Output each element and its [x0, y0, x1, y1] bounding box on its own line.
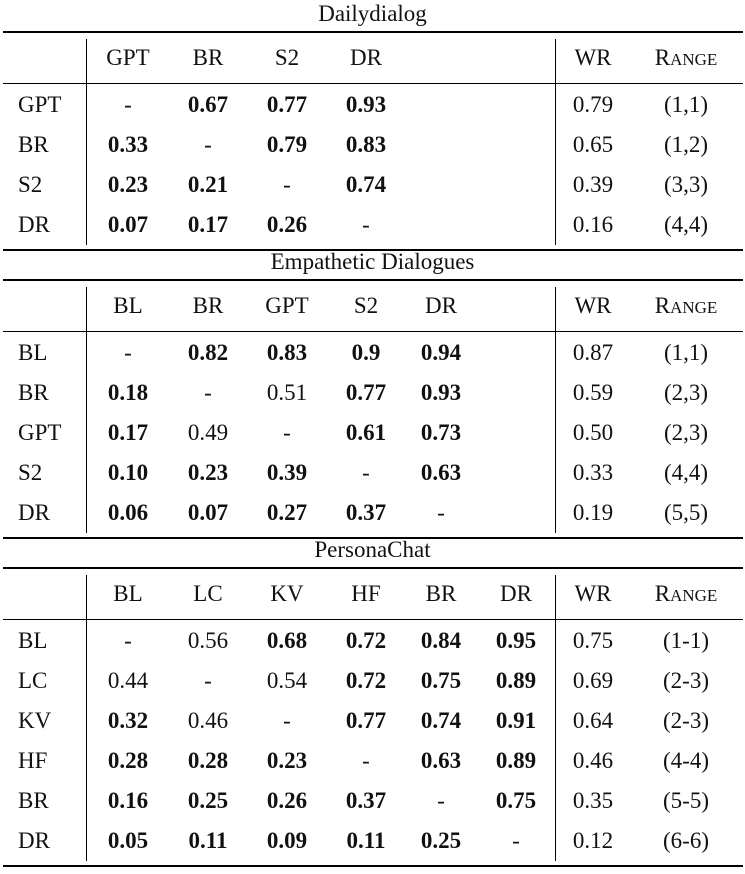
matrix-cell: -: [283, 420, 291, 445]
row-label: S2: [18, 460, 43, 485]
row-label: GPT: [18, 420, 62, 445]
column-header: DR: [500, 581, 532, 606]
table-row: [0, 493, 745, 533]
range-cell: (5-5): [663, 788, 709, 813]
range-cell: (4-4): [663, 748, 709, 773]
wr-cell: 0.87: [572, 340, 614, 365]
wr-cell: 0.64: [572, 708, 614, 733]
matrix-cell: 0.82: [187, 340, 229, 365]
matrix-cell: -: [437, 788, 445, 813]
matrix-cell: 0.94: [420, 340, 462, 365]
row-label: BL: [18, 628, 48, 653]
range-header-rest: ANGE: [670, 586, 718, 605]
table-row: [0, 373, 745, 413]
matrix-cell: -: [124, 92, 132, 117]
header-rule: [3, 83, 743, 84]
column-divider: [555, 39, 556, 245]
table-row: [0, 165, 745, 205]
matrix-cell: 0.63: [420, 460, 462, 485]
table-row: [0, 741, 745, 781]
wr-header: WR: [574, 581, 612, 606]
matrix-cell: 0.73: [420, 420, 462, 445]
column-header: DR: [350, 45, 382, 70]
column-header: DR: [425, 293, 457, 318]
row-label: BR: [18, 132, 49, 157]
wr-cell: 0.69: [572, 668, 614, 693]
matrix-cell: 0.93: [420, 380, 462, 405]
row-label: DR: [18, 828, 50, 853]
column-header: BL: [113, 581, 143, 606]
matrix-cell: 0.09: [266, 828, 308, 853]
row-label: KV: [18, 708, 52, 733]
matrix-cell: 0.05: [107, 828, 149, 853]
matrix-cell: 0.25: [420, 828, 462, 853]
matrix-cell: 0.77: [345, 380, 387, 405]
wr-cell: 0.65: [572, 132, 614, 157]
row-label: S2: [18, 172, 43, 197]
matrix-cell: 0.77: [345, 708, 387, 733]
row-label: DR: [18, 212, 50, 237]
table-row: [0, 413, 745, 453]
range-cell: (4,4): [663, 460, 709, 485]
matrix-cell: 0.83: [345, 132, 387, 157]
column-header: BR: [192, 293, 224, 318]
matrix-cell: 0.75: [495, 788, 537, 813]
matrix-cell: -: [362, 460, 370, 485]
matrix-cell: 0.37: [345, 500, 387, 525]
header-rule: [3, 619, 743, 620]
matrix-cell: -: [283, 708, 291, 733]
matrix-cell: 0.18: [107, 380, 149, 405]
row-label: BL: [18, 340, 48, 365]
matrix-cell: 0.74: [345, 172, 387, 197]
matrix-cell: 0.28: [187, 748, 229, 773]
column-header: BR: [192, 45, 224, 70]
range-cell: (2,3): [663, 420, 709, 445]
wr-cell: 0.16: [572, 212, 614, 237]
matrix-cell: 0.54: [266, 668, 308, 693]
table-row: [0, 205, 745, 245]
matrix-cell: 0.07: [187, 500, 229, 525]
range-header-rest: ANGE: [670, 298, 718, 317]
table-row: [0, 701, 745, 741]
matrix-cell: 0.68: [266, 628, 308, 653]
matrix-cell: 0.06: [107, 500, 149, 525]
matrix-cell: 0.61: [345, 420, 387, 445]
matrix-cell: 0.11: [346, 828, 386, 853]
matrix-cell: 0.37: [345, 788, 387, 813]
table-row: [0, 781, 745, 821]
matrix-cell: 0.46: [187, 708, 229, 733]
matrix-cell: -: [204, 668, 212, 693]
range-cell: (4,4): [663, 212, 709, 237]
column-header: GPT: [265, 293, 309, 318]
matrix-cell: 0.89: [495, 668, 537, 693]
matrix-cell: 0.33: [107, 132, 149, 157]
matrix-cell: -: [283, 172, 291, 197]
column-header: BR: [425, 581, 457, 606]
matrix-cell: 0.74: [420, 708, 462, 733]
range-cell: (3,3): [663, 172, 709, 197]
table-row: [0, 621, 745, 661]
range-cell: (2,3): [663, 380, 709, 405]
section-top-rule: [3, 279, 743, 281]
wr-cell: 0.33: [572, 460, 614, 485]
wr-cell: 0.50: [572, 420, 614, 445]
matrix-cell: -: [124, 628, 132, 653]
range-header: [636, 38, 736, 78]
matrix-cell: 0.07: [107, 212, 149, 237]
section-title: Empathetic Dialogues: [270, 249, 475, 274]
matrix-cell: 0.67: [187, 92, 229, 117]
column-header: HF: [351, 581, 381, 606]
table-row: [0, 333, 745, 373]
matrix-cell: 0.83: [266, 340, 308, 365]
matrix-cell: -: [204, 132, 212, 157]
matrix-cell: 0.26: [266, 788, 308, 813]
table-row: [0, 453, 745, 493]
matrix-cell: 0.9: [351, 340, 381, 365]
wr-cell: 0.46: [572, 748, 614, 773]
column-divider: [86, 39, 87, 245]
wr-cell: 0.12: [572, 828, 614, 853]
header-row: [0, 38, 745, 78]
column-divider: [86, 575, 87, 861]
section-title: Dailydialog: [318, 1, 427, 26]
column-header: S2: [353, 293, 379, 318]
matrix-cell: 0.27: [266, 500, 308, 525]
section-title: PersonaChat: [314, 537, 431, 562]
wr-cell: 0.39: [572, 172, 614, 197]
section-bottom-rule: [3, 865, 743, 867]
matrix-cell: 0.32: [107, 708, 149, 733]
matrix-cell: 0.23: [187, 460, 229, 485]
range-cell: (1,1): [663, 340, 709, 365]
wr-cell: 0.59: [572, 380, 614, 405]
row-label: DR: [18, 500, 50, 525]
table-row: [0, 125, 745, 165]
matrix-cell: 0.44: [107, 668, 149, 693]
matrix-cell: 0.39: [266, 460, 308, 485]
matrix-cell: 0.17: [107, 420, 149, 445]
range-cell: (2-3): [663, 708, 709, 733]
table-row: [0, 821, 745, 861]
matrix-cell: -: [362, 212, 370, 237]
table-row: [0, 661, 745, 701]
matrix-cell: 0.63: [420, 748, 462, 773]
row-label: HF: [18, 748, 48, 773]
range-cell: (1,1): [663, 92, 709, 117]
matrix-cell: 0.21: [187, 172, 229, 197]
column-header: GPT: [106, 45, 150, 70]
row-label: BR: [18, 380, 49, 405]
matrix-cell: 0.84: [420, 628, 462, 653]
range-cell: (1-1): [663, 628, 709, 653]
wr-cell: 0.19: [572, 500, 614, 525]
range-cell: (5,5): [663, 500, 709, 525]
range-header: [636, 286, 736, 326]
matrix-cell: 0.25: [187, 788, 229, 813]
matrix-cell: 0.10: [107, 460, 149, 485]
matrix-cell: 0.56: [187, 628, 229, 653]
row-label: BR: [18, 788, 49, 813]
header-row: [0, 286, 745, 326]
wr-header: WR: [574, 293, 612, 318]
column-divider: [86, 287, 87, 533]
header-rule: [3, 331, 743, 332]
matrix-cell: 0.89: [495, 748, 537, 773]
range-cell: (2-3): [663, 668, 709, 693]
row-label: LC: [18, 668, 48, 693]
wr-cell: 0.75: [572, 628, 614, 653]
range-header-rest: ANGE: [670, 50, 718, 69]
column-header: S2: [274, 45, 300, 70]
matrix-cell: 0.23: [266, 748, 308, 773]
matrix-cell: -: [437, 500, 445, 525]
matrix-cell: -: [512, 828, 520, 853]
matrix-cell: 0.11: [188, 828, 228, 853]
range-header: [636, 574, 736, 614]
matrix-cell: -: [362, 748, 370, 773]
matrix-cell: 0.72: [345, 668, 387, 693]
section-top-rule: [3, 31, 743, 33]
section-top-rule: [3, 567, 743, 569]
row-label: GPT: [18, 92, 62, 117]
range-cell: (6-6): [663, 828, 709, 853]
column-divider: [555, 575, 556, 861]
matrix-cell: 0.26: [266, 212, 308, 237]
matrix-cell: 0.91: [495, 708, 537, 733]
matrix-cell: 0.51: [266, 380, 308, 405]
header-row: [0, 574, 745, 614]
wr-cell: 0.35: [572, 788, 614, 813]
matrix-cell: 0.79: [266, 132, 308, 157]
matrix-cell: -: [124, 340, 132, 365]
matrix-cell: 0.95: [495, 628, 537, 653]
wr-cell: 0.79: [572, 92, 614, 117]
column-header: BL: [113, 293, 143, 318]
range-header-initial: R: [654, 293, 671, 318]
matrix-cell: 0.28: [107, 748, 149, 773]
column-header: LC: [193, 581, 223, 606]
matrix-cell: 0.77: [266, 92, 308, 117]
matrix-cell: 0.23: [107, 172, 149, 197]
matrix-cell: 0.49: [187, 420, 229, 445]
matrix-cell: -: [204, 380, 212, 405]
column-header: KV: [270, 581, 304, 606]
matrix-cell: 0.75: [420, 668, 462, 693]
matrix-cell: 0.72: [345, 628, 387, 653]
range-header-initial: R: [654, 581, 671, 606]
range-cell: (1,2): [663, 132, 709, 157]
matrix-cell: 0.93: [345, 92, 387, 117]
wr-header: WR: [574, 45, 612, 70]
table-row: [0, 85, 745, 125]
matrix-cell: 0.17: [187, 212, 229, 237]
matrix-cell: 0.16: [107, 788, 149, 813]
range-header-initial: R: [654, 45, 671, 70]
column-divider: [555, 287, 556, 533]
